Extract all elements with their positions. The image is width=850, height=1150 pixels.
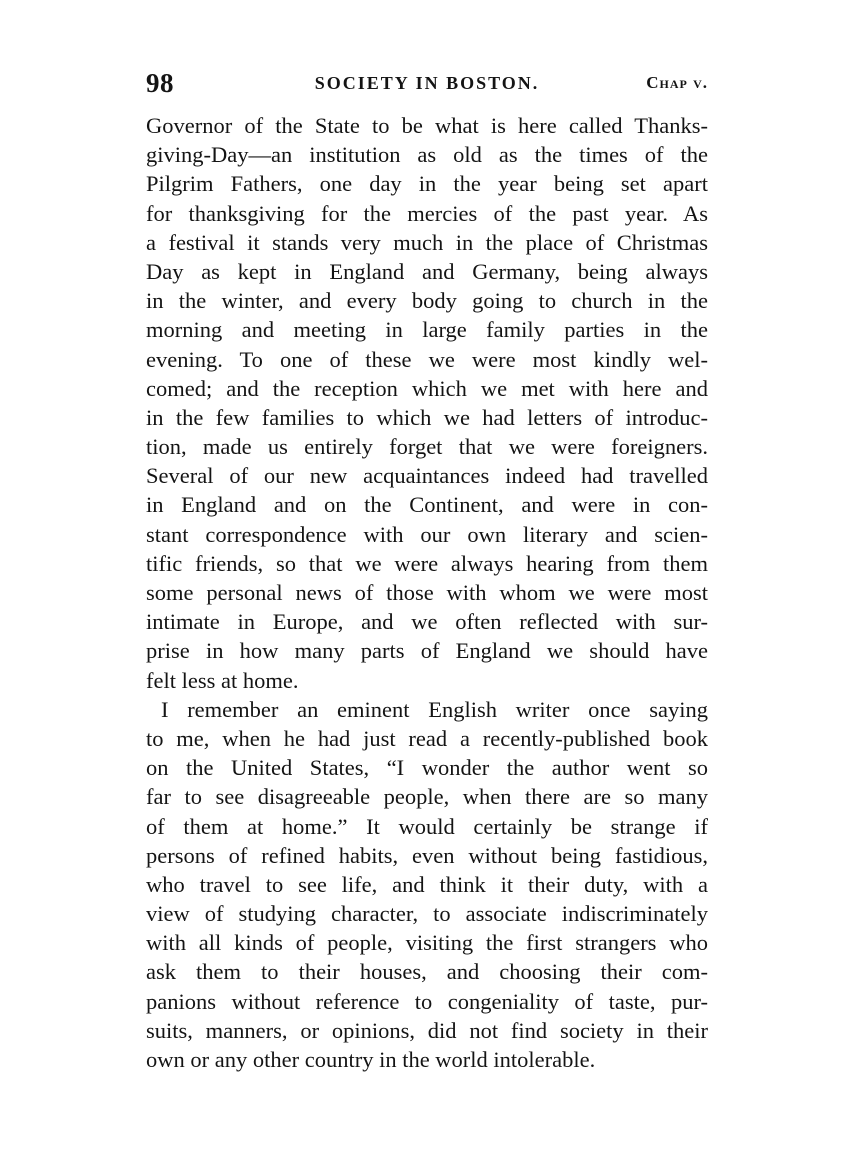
running-title: SOCIETY IN BOSTON.: [314, 73, 540, 93]
text-line: panions without reference to congeniality of taste, pur-: [146, 988, 708, 1014]
text-line: felt less at home.: [146, 667, 299, 693]
text-line: Pilgrim Fathers, one day in the year being set apart: [146, 171, 708, 197]
text-line: giving-Day—an institution as old as the times of the: [146, 142, 708, 168]
text-line: suits, manners, or opinions, did not find society in their: [146, 1017, 708, 1043]
text-line: I remember an eminent English writer once saying: [161, 696, 708, 722]
text-line: far to see disagreeable people, when there are so many: [146, 784, 708, 810]
text-line: with all kinds of people, visiting the first strangers who: [146, 930, 708, 956]
text-line: tific friends, so that we were always hearing from them: [146, 550, 708, 576]
paragraph: [146, 695, 708, 1074]
text-line: some personal news of those with whom we were most: [146, 580, 708, 605]
chapter-label: Chap v.: [646, 73, 708, 92]
paragraph: [146, 111, 708, 695]
text-line: persons of refined habits, even without being fastidious,: [146, 842, 708, 868]
text-line: in England and on the Continent, and were in con-: [146, 492, 708, 518]
text-line: of them at home.” It would certainly be strange if: [146, 813, 708, 839]
text-line: comed; and the reception which we met with here and: [146, 375, 708, 401]
text-line: tion, made us entirely forget that we were foreigners.: [146, 434, 708, 460]
text-line: in the few families to which we had letters of introduc-: [146, 404, 708, 430]
text-line: to me, when he had just read a recently-published book: [146, 725, 708, 751]
page-number: 98: [146, 68, 174, 98]
text-line: Day as kept in England and Germany, being always: [146, 258, 708, 284]
text-line: stant correspondence with our own literary and scien-: [146, 521, 708, 547]
text-line: who travel to see life, and think it their duty, with a: [146, 871, 708, 897]
text-line: morning and meeting in large family parties in the: [146, 317, 708, 343]
text-line: intimate in Europe, and we often reflected with sur-: [146, 609, 708, 635]
text-line: prise in how many parts of England we should have: [146, 638, 708, 664]
text-line: Governor of the State to be what is here called Thanks-: [146, 113, 708, 138]
text-line: view of studying character, to associate indiscriminately: [146, 901, 708, 927]
running-head: [146, 68, 708, 102]
text-line: on the United States, “I wonder the author went so: [146, 755, 708, 781]
text-line: for thanksgiving for the mercies of the past year. As: [146, 200, 708, 226]
body-text: [146, 111, 708, 1074]
text-line: in the winter, and every body going to church in the: [146, 288, 708, 314]
text-line: ask them to their houses, and choosing their com-: [146, 959, 708, 985]
text-line: evening. To one of these we were most kindly wel-: [146, 346, 708, 372]
text-line: Several of our new acquaintances indeed had travelled: [146, 463, 708, 489]
text-line: a festival it stands very much in the place of Christmas: [146, 229, 708, 255]
text-line: own or any other country in the world intolerable.: [146, 1047, 596, 1072]
